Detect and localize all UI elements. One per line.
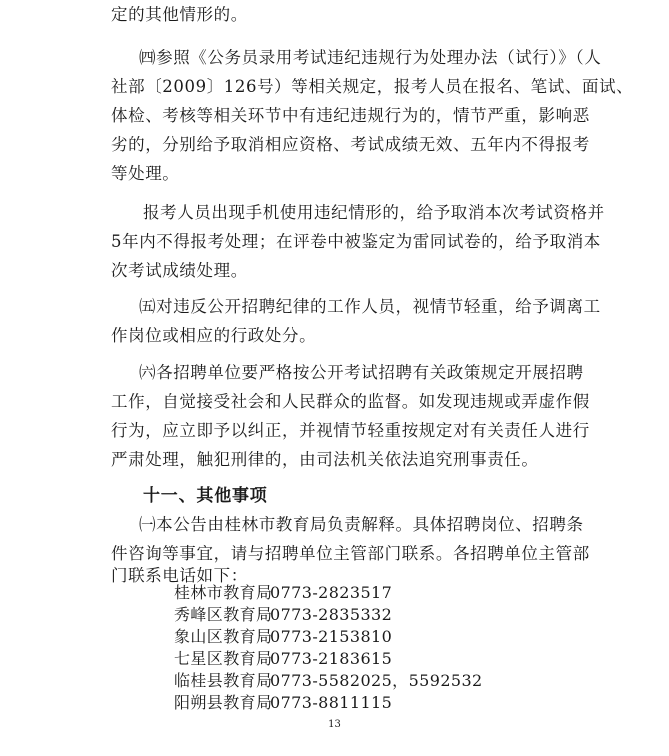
page-number: 13 xyxy=(328,719,341,730)
section-heading: 十一、其他事项 xyxy=(143,486,268,506)
paragraph-line: ㈤对违反公开招聘纪律的工作人员，视情节轻重，给予调离工 xyxy=(139,297,601,316)
contact-dept: 象山区教育局 xyxy=(174,627,273,646)
paragraph-line: 工作，自觉接受社会和人民群众的监督。如发现违规或弄虚作假 xyxy=(111,392,590,411)
contact-dept: 七星区教育局 xyxy=(174,649,273,668)
contact-row xyxy=(174,582,392,604)
paragraph-line: 等处理。 xyxy=(111,164,180,183)
contact-row xyxy=(174,692,392,714)
contact-phone: 0773-2183615 xyxy=(270,649,393,668)
contact-dept: 秀峰区教育局 xyxy=(174,605,273,624)
contact-row xyxy=(174,626,392,648)
paragraph-line: 作岗位或相应的行政处分。 xyxy=(111,326,317,345)
contact-phone: 0773-2153810 xyxy=(270,627,393,646)
paragraph-line: 报考人员出现手机使用违纪情形的，给予取消本次考试资格并 xyxy=(143,203,605,222)
paragraph-line: 劣的，分别给予取消相应资格、考试成绩无效、五年内不得报考 xyxy=(111,135,590,154)
paragraph-line: 社部〔2009〕126号）等相关规定，报考人员在报名、笔试、面试、 xyxy=(111,77,634,96)
contact-row xyxy=(174,604,392,626)
contact-dept: 临桂县教育局 xyxy=(174,671,273,690)
paragraph-line: 5年内不得报考处理；在评卷中被鉴定为雷同试卷的，给予取消本 xyxy=(111,232,601,251)
paragraph-line: 严肃处理，触犯刑律的，由司法机关依法追究刑事责任。 xyxy=(111,450,539,469)
contact-row xyxy=(174,648,392,670)
contact-phone: 0773-2823517 xyxy=(270,583,393,602)
contact-dept: 桂林市教育局 xyxy=(174,583,273,602)
contact-phone: 0773-5582025，5592532 xyxy=(270,671,483,690)
paragraph-line: ㈥各招聘单位要严格按公开考试招聘有关政策规定开展招聘 xyxy=(139,363,584,382)
contact-phone: 0773-2835332 xyxy=(270,605,393,624)
contact-row xyxy=(174,670,483,692)
paragraph-line: 件咨询等事宜，请与招聘单位主管部门联系。各招聘单位主管部 xyxy=(111,544,590,563)
paragraph-line: ㈠本公告由桂林市教育局负责解释。具体招聘岗位、招聘条 xyxy=(139,515,584,534)
paragraph-line: 体检、考核等相关环节中有违纪违规行为的，情节严重，影响恶 xyxy=(111,106,590,125)
paragraph-line: 行为，应立即予以纠正，并视情节轻重按规定对有关责任人进行 xyxy=(111,421,590,440)
paragraph-line: ㈣参照《公务员录用考试违纪违规行为处理办法（试行）》（人 xyxy=(139,48,602,67)
paragraph-line: 门联系电话如下： xyxy=(111,566,248,585)
contact-dept: 阳朔县教育局 xyxy=(174,693,273,712)
paragraph-line: 定的其他情形的。 xyxy=(111,5,248,24)
paragraph-line: 次考试成绩处理。 xyxy=(111,261,248,280)
contact-phone: 0773-8811115 xyxy=(270,693,393,712)
